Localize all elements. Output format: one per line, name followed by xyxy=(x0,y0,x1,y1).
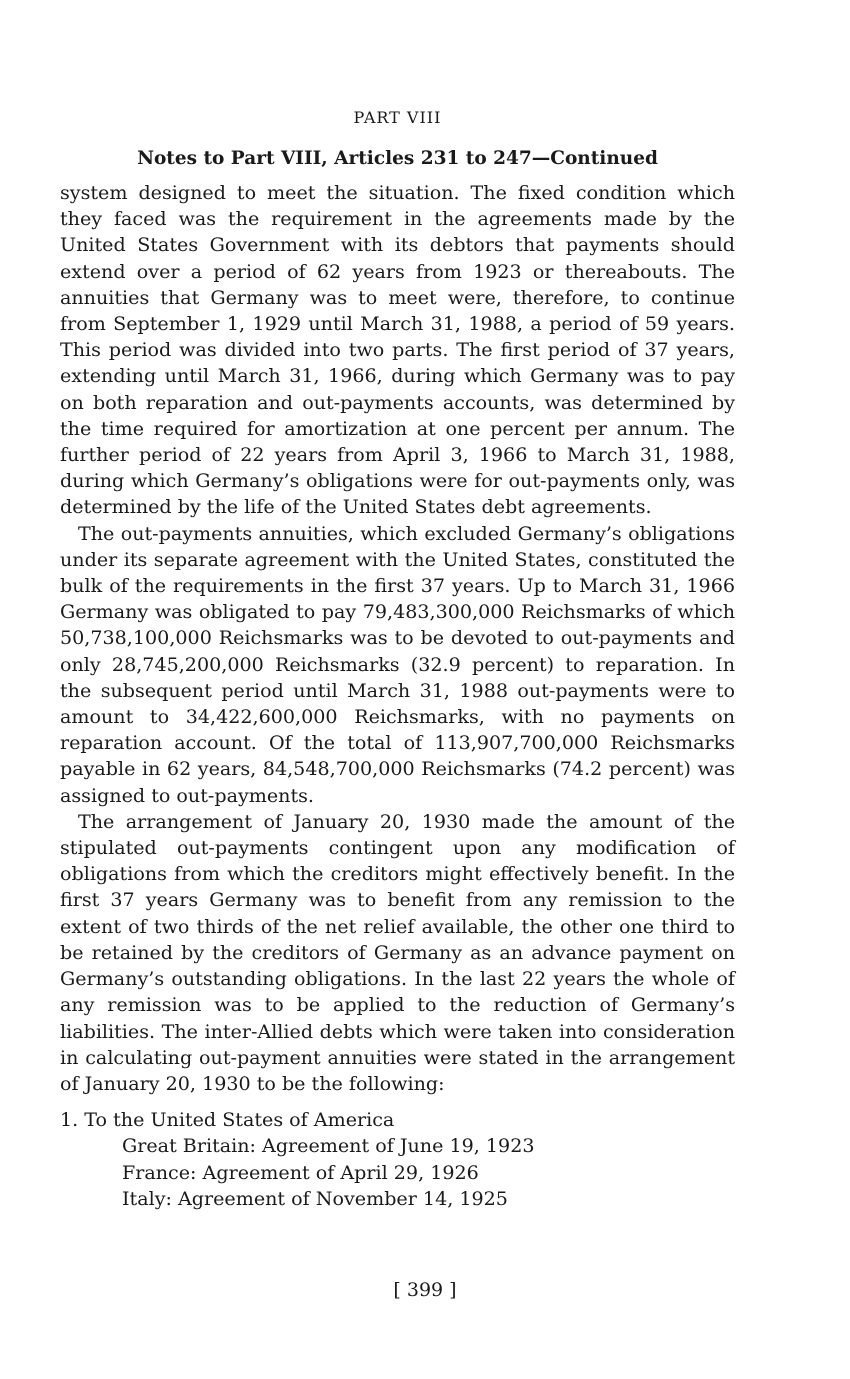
debt-agreements-list xyxy=(60,1107,735,1212)
page-content xyxy=(60,108,735,1212)
paragraph-2: The out-payments annuities, which excluded Germany’s obligations under its separate agreement with the United States, constituted the bulk of the requirements in the first 37 years. Up to March 31, 1966 Germany was obligated to pay 79,483,300,000 Reichsmarks of which 50,738,100,000 Reichsmarks was to be devoted to out-payments and only 28,745,200,000 Reichsmarks (32.9 percent) to reparation. In the subsequent period until March 31, 1988 out-payments were to amount to 34,422,600,000 Reichsmarks, with no payments on reparation account. Of the total of 113,907,700,000 Reichsmarks payable in 62 years, 84,548,700,000 Reichsmarks (74.2 percent) was assigned to out-payments. xyxy=(60,521,735,807)
page-number: [ 399 ] xyxy=(393,1279,457,1301)
part-heading: PART VIII xyxy=(353,108,442,127)
list-subitem-italy: Italy: Agreement of November 14, 1925 xyxy=(122,1186,508,1210)
paragraph-3: The arrangement of January 20, 1930 made the amount of the stipulated out-payments contingent upon any modification of obligations from which the creditors might effectively benefit. In the first 37 years Germany was to benefit from any remission to the extent of two thirds of the net relief available, the other one third to be retained by the creditors of Germany as an advance payment on Germany’s outstanding obligations. In the last 22 years the whole of any remission was to be applied to the reduction of Germany’s liabilities. The inter-Allied debts which were taken into consideration in calculating out-payment annuities were stated in the arrangement of January 20, 1930 to be the following: xyxy=(60,809,735,1095)
list-subitem-france: France: Agreement of April 29, 1926 xyxy=(122,1160,479,1184)
list-item-united-states: 1. To the United States of America xyxy=(60,1108,395,1132)
list-subitem-great-britain: Great Britain: Agreement of June 19, 1923 xyxy=(122,1134,535,1158)
paragraph-1: system designed to meet the situation. The fixed condition which they faced was the requirement in the agreements made by the United States Government with its debtors that payments should extend over a period of 62 years from 1923 or thereabouts. The annuities that Germany was to meet were, therefore, to continue from September 1, 1929 until March 31, 1988, a period of 59 years. This period was divided into two parts. The first period of 37 years, extending until March 31, 1966, during which Germany was to pay on both reparation and out-payments accounts, was determined by the time required for amortization at one percent per annum. The further period of 22 years from April 3, 1966 to March 31, 1988, during which Germany’s obligations were for out-payments only, was determined by the life of the United States debt agreements. xyxy=(60,181,735,519)
section-heading: Notes to Part VIII, Articles 231 to 247—Continued xyxy=(137,148,658,169)
